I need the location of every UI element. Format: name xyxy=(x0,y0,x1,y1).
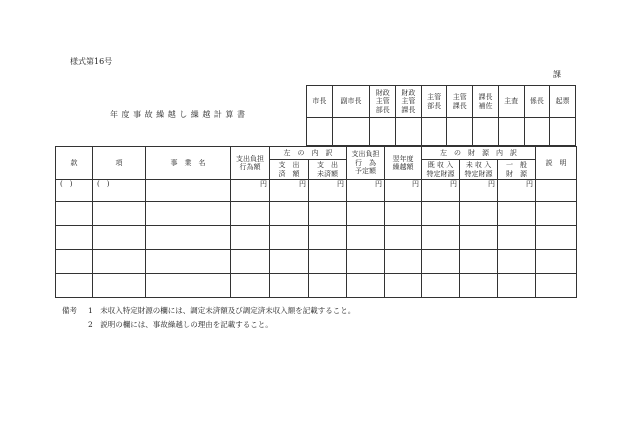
form-number: 様式第16号 xyxy=(70,57,113,66)
approval-assistant-chief: 課長 補佐 xyxy=(473,86,499,118)
approval-mayor: 市長 xyxy=(307,86,333,118)
table-row xyxy=(56,202,577,226)
yen-unit: 円 xyxy=(347,180,385,202)
yen-unit: 円 xyxy=(460,180,498,202)
kan-cell: ( ) xyxy=(56,180,93,202)
section-label: 課 xyxy=(553,70,561,79)
explanation-cell xyxy=(536,180,577,202)
yen-unit: 円 xyxy=(385,180,422,202)
header-planned-commitment: 支出負担 行 為 予定額 xyxy=(347,147,385,180)
yen-unit: 円 xyxy=(231,180,270,202)
table-row xyxy=(56,226,577,250)
document-title: 年 度 事 故 繰 越 し 繰 越 計 算 書 xyxy=(110,110,246,119)
approval-subsection-chief: 係長 xyxy=(524,86,550,118)
stamp-cell xyxy=(473,118,499,146)
table-row xyxy=(56,180,577,202)
yen-unit: 円 xyxy=(309,180,347,202)
approval-vice-mayor: 副市長 xyxy=(332,86,370,118)
table-row xyxy=(56,250,577,274)
header-next-year-carryover: 翌年度 繰越額 xyxy=(385,147,422,180)
stamp-cell xyxy=(332,118,370,146)
approval-finance-director: 財政 主管 部長 xyxy=(370,86,396,118)
header-general-funds: 一 般 財 源 xyxy=(498,160,536,180)
header-paid-amount: 支 出 済 額 xyxy=(270,160,309,180)
stamp-cell xyxy=(370,118,396,146)
stamp-cell xyxy=(396,118,422,146)
stamp-cell xyxy=(498,118,524,146)
stamp-cell xyxy=(447,118,473,146)
approval-finance-section-chief: 財政 主管 課長 xyxy=(396,86,422,118)
yen-unit: 円 xyxy=(498,180,536,202)
table-row xyxy=(56,274,577,298)
stamp-cell xyxy=(307,118,333,146)
approval-dept-director: 主管 部長 xyxy=(421,86,447,118)
carryover-table xyxy=(55,146,577,298)
header-kou: 項 xyxy=(93,147,146,180)
yen-unit: 円 xyxy=(270,180,309,202)
header-kan: 款 xyxy=(56,147,93,180)
header-unreceived-specific-funds: 未 収 入 特定財源 xyxy=(460,160,498,180)
header-left-breakdown: 左 の 内 訳 xyxy=(270,147,347,160)
header-unpaid-amount: 支 出 未済額 xyxy=(309,160,347,180)
yen-unit: 円 xyxy=(422,180,460,202)
note-1: 1 未収入特定財源の欄には、調定未済額及び調定済未収入額を記載すること。 xyxy=(88,306,356,315)
header-funding-breakdown: 左 の 財 源 内 訳 xyxy=(422,147,536,160)
header-received-specific-funds: 既 収 入 特定財源 xyxy=(422,160,460,180)
stamp-cell xyxy=(524,118,550,146)
approval-drafter: 起票 xyxy=(550,86,576,118)
header-explanation: 説 明 xyxy=(536,147,577,180)
approval-stamp-grid xyxy=(306,85,576,146)
project-cell xyxy=(146,180,231,202)
stamp-cell xyxy=(421,118,447,146)
note-2: 2 説明の欄には、事故繰越しの理由を記載すること。 xyxy=(88,320,273,329)
header-project-name: 事 業 名 xyxy=(146,147,231,180)
header-expenditure-commitment: 支出負担 行為額 xyxy=(231,147,270,180)
approval-section-chief: 主管 課長 xyxy=(447,86,473,118)
approval-chief-clerk: 主査 xyxy=(498,86,524,118)
kou-cell: ( ) xyxy=(93,180,146,202)
stamp-cell xyxy=(550,118,576,146)
notes-label: 備考 xyxy=(62,306,77,315)
